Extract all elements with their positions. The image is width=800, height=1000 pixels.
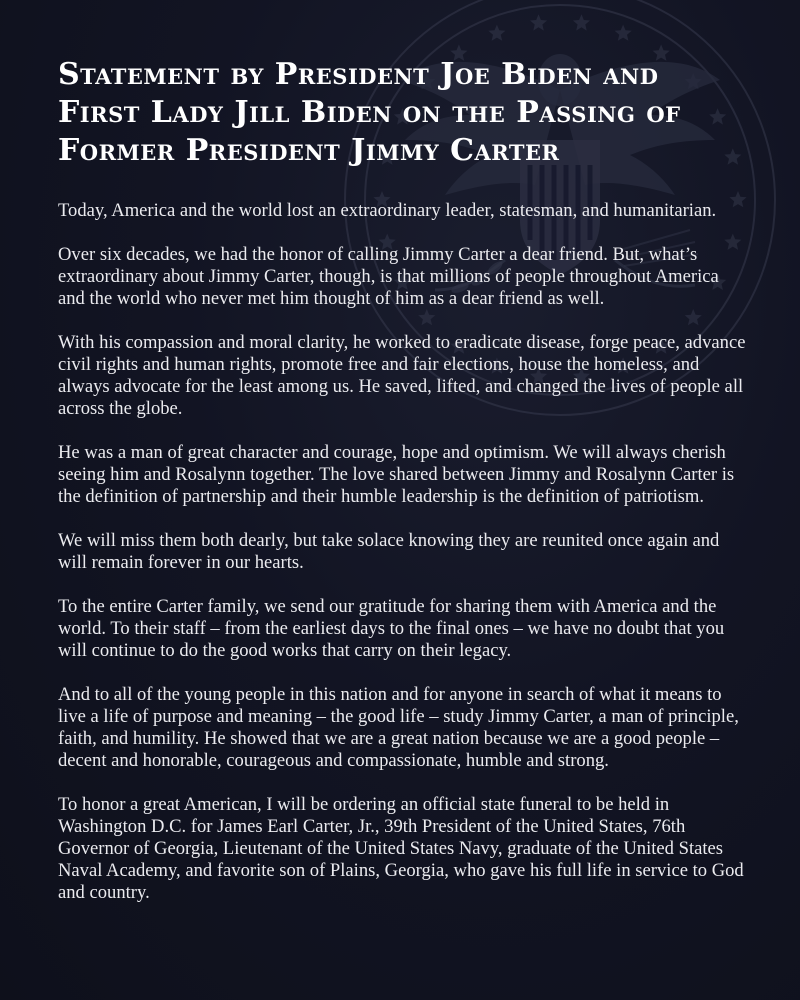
statement-paragraph: With his compassion and moral clarity, he worked to eradicate disease, forge peace, advance civil rights and human rights, promote free and fair elections, house the homeless, and always advocate for the least among us. He saved, lifted, and changed the lives of people all across the globe. (58, 332, 746, 419)
statement-paragraph: Today, America and the world lost an extraordinary leader, statesman, and humanitarian. (58, 200, 717, 221)
seal-star-icon (615, 25, 632, 41)
seal-star-icon (488, 25, 505, 41)
statement-paragraph: To honor a great American, I will be ordering an official state funeral to be held in Washington D.C. for James Earl Carter, Jr., 39th President of the United States, 76th Governor of Georgia, Lieutenant of the United States Navy, graduate of the United States Naval Academy, and favorite son of Plains, Georgia, who gave his full life in service to God and country. (58, 794, 744, 903)
statement-document (58, 56, 748, 926)
statement-title: Statement by President Joe Biden and First Lady Jill Biden on the Passing of Former President Jimmy Carter (58, 57, 681, 168)
statement-paragraph: Over six decades, we had the honor of calling Jimmy Carter a dear friend. But, what’s extraordinary about Jimmy Carter, though, is that millions of people throughout America and the world who never met him thought of him as a dear friend as well. (58, 244, 719, 309)
seal-star-icon (573, 14, 590, 30)
seal-star-icon (530, 14, 547, 30)
statement-paragraph: We will miss them both dearly, but take solace knowing they are reunited once again and will remain forever in our hearts. (58, 530, 720, 573)
statement-paragraph: And to all of the young people in this nation and for anyone in search of what it means to live a life of purpose and meaning – the good life – study Jimmy Carter, a man of principle, faith, and humility. He showed that we are a great nation because we are a good people – decent and honorable, courageous and compassionate, humble and strong. (58, 684, 739, 771)
statement-paragraph: To the entire Carter family, we send our gratitude for sharing them with America and the world. To their staff – from the earliest days to the final ones – we have no doubt that you will continue to do the good works that carry on their legacy. (58, 596, 725, 661)
statement-paragraph: He was a man of great character and courage, hope and optimism. We will always cherish seeing him and Rosalynn together. The love shared between Jimmy and Rosalynn Carter is the definition of partnership and their humble leadership is the definition of patriotism. (58, 442, 735, 507)
